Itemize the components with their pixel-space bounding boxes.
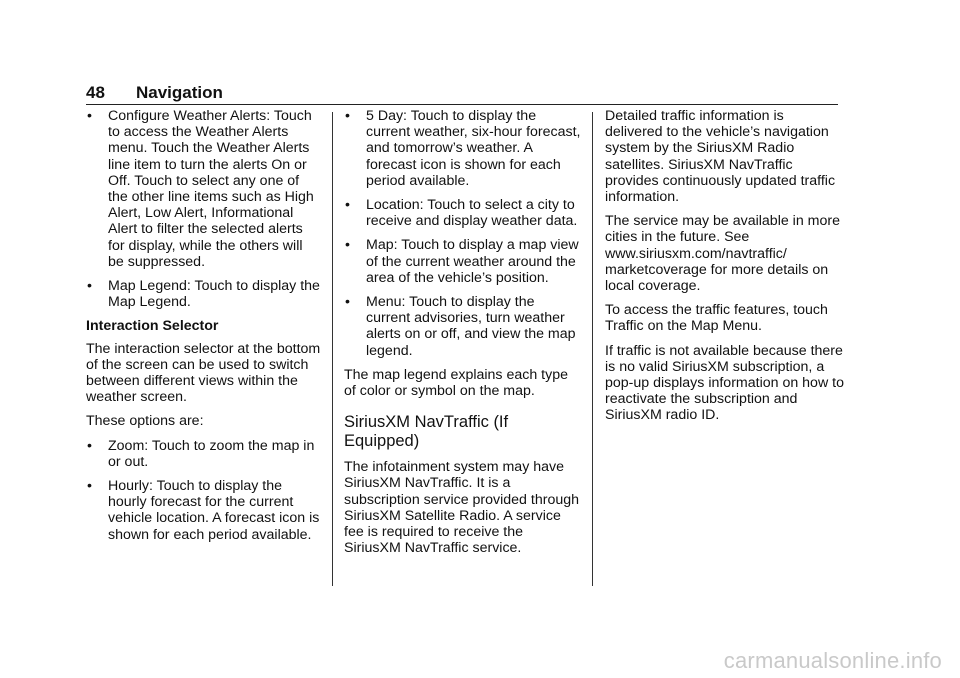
bullet-marker: • bbox=[345, 197, 350, 214]
column-3 bbox=[605, 108, 845, 432]
list-item-text: Configure Weather Alerts: Touch to access the Weather Alerts menu. Touch the Weather Alerts line item to turn the alerts On or Off. Touch to select any one of the other line items such as High Alert, Low Alert, Informational Alert to filter the selected alerts for display, while the others will be suppressed. bbox=[108, 108, 314, 270]
paragraph: The infotainment system may have SiriusXM NavTraffic. It is a subscription service provided through SiriusXM Satellite Radio. A service fee is required to receive the SiriusXM NavTraffic service. bbox=[344, 459, 580, 557]
section-heading: SiriusXM NavTraffic (If Equipped) bbox=[344, 413, 509, 451]
bullet-marker: • bbox=[345, 237, 350, 254]
list-item bbox=[86, 478, 322, 543]
bullet-marker: • bbox=[345, 108, 350, 124]
list-item bbox=[344, 197, 582, 229]
list-item bbox=[344, 294, 582, 359]
bullet-marker: • bbox=[345, 294, 350, 311]
bullet-marker: • bbox=[87, 108, 92, 124]
list-item bbox=[86, 438, 322, 470]
watermark: carmanualsonline.info bbox=[723, 648, 942, 673]
list-item-text: Map Legend: Touch to display the Map Legend. bbox=[108, 278, 320, 311]
list-item bbox=[344, 108, 582, 189]
paragraph: To access the traffic features, touch Traffic on the Map Menu. bbox=[605, 302, 828, 335]
column-divider bbox=[332, 112, 333, 586]
paragraph: The map legend explains each type of color or symbol on the map. bbox=[344, 366, 568, 400]
list-item-text: Zoom: Touch to zoom the map in or out. bbox=[108, 437, 315, 470]
bullet-marker: • bbox=[87, 278, 92, 295]
list-item-text: Location: Touch to select a city to receive and display weather data. bbox=[366, 197, 578, 230]
paragraph: These options are: bbox=[86, 413, 204, 430]
paragraph: If traffic is not available because there is no valid SiriusXM subscription, a pop-up displays information on how to reactivate the subscription and SiriusXM radio ID. bbox=[605, 342, 844, 424]
column-1 bbox=[86, 108, 322, 551]
list-item bbox=[344, 237, 582, 286]
list-item-text: Map: Touch to display a map view of the current weather around the area of the vehicle’s position. bbox=[366, 237, 579, 286]
bullet-marker: • bbox=[87, 478, 92, 495]
list-item-text: Hourly: Touch to display the hourly forecast for the current vehicle location. A forecast icon is shown for each period available. bbox=[108, 478, 320, 543]
page-header bbox=[86, 80, 838, 105]
bullet-marker: • bbox=[87, 437, 92, 454]
subheading: Interaction Selector bbox=[86, 318, 219, 335]
column-divider bbox=[592, 112, 593, 586]
page-title: Navigation bbox=[136, 83, 223, 102]
paragraph: The service may be available in more cities in the future. See www.siriusxm.com/navtraffic/ marketcoverage for more details on local coverage. bbox=[605, 213, 840, 295]
list-item bbox=[86, 278, 322, 310]
list-item-text: Menu: Touch to display the current advisories, turn weather alerts on or off, and view the map legend. bbox=[366, 294, 576, 359]
paragraph: The interaction selector at the bottom of the screen can be used to switch between different views within the weather screen. bbox=[86, 340, 321, 406]
column-2 bbox=[344, 108, 582, 564]
paragraph: Detailed traffic information is delivered to the vehicle’s navigation system by the SiriusXM Radio satellites. SiriusXM NavTraffic provides continuously updated traffic information. bbox=[605, 108, 836, 206]
list-item bbox=[86, 108, 322, 270]
page-number: 48 bbox=[86, 83, 105, 102]
list-item-text: 5 Day: Touch to display the current weather, six-hour forecast, and tomorrow’s weather. A forecast icon is shown for each period available. bbox=[366, 108, 581, 189]
